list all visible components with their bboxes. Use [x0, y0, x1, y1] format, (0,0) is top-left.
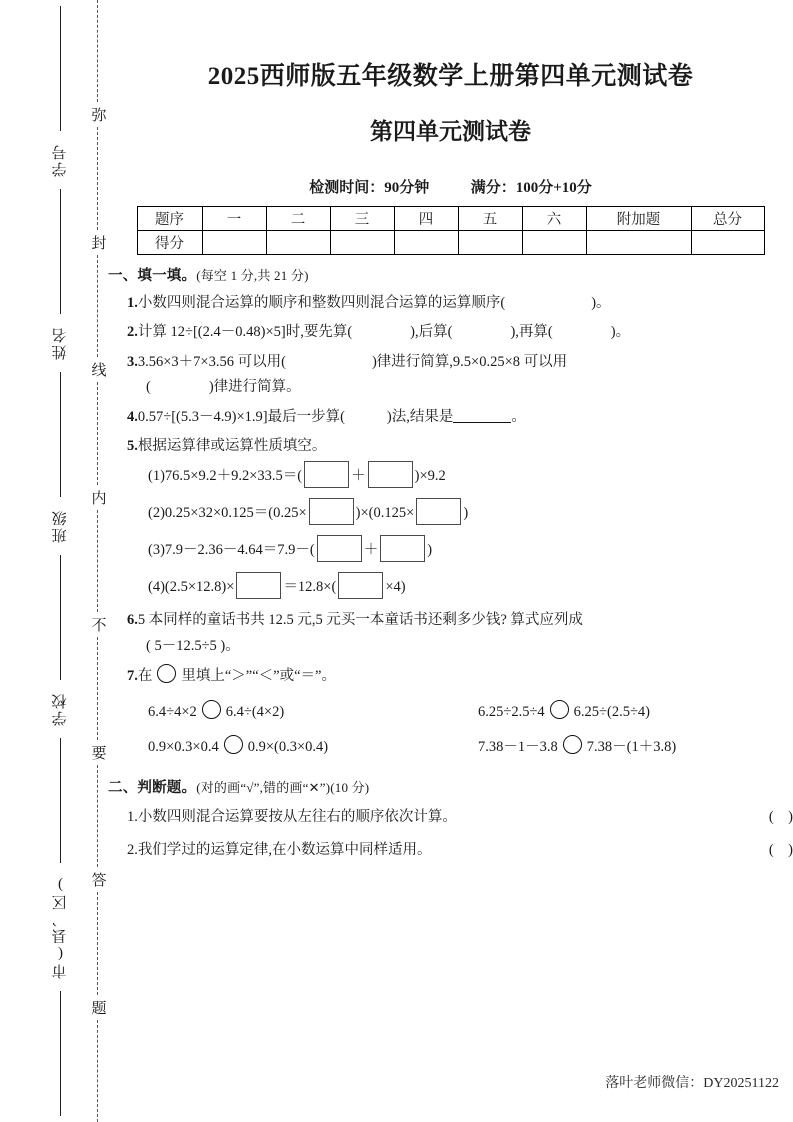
question-2-text-d: )。 — [610, 324, 631, 341]
answer-box[interactable] — [338, 572, 383, 599]
seal-rule — [61, 6, 62, 131]
comparison-right: 6.25÷(2.5÷4) — [573, 703, 650, 720]
seal-field-city: 市(县、区) — [52, 875, 69, 979]
score-cell-total[interactable] — [691, 230, 764, 254]
question-1-number: 1. — [127, 294, 138, 311]
item-mid: )×(0.125× — [355, 504, 415, 521]
section-1-heading — [108, 264, 793, 285]
tf-item-1-text: 小数四则混合运算要按从左往右的顺序依次计算。 — [137, 808, 457, 825]
question-2-text-c: ),再算( — [510, 324, 553, 341]
true-false-item-1 — [108, 804, 793, 830]
question-7-text-a: 在 — [137, 668, 153, 685]
score-col-1: 一 — [202, 206, 266, 230]
question-6 — [108, 609, 793, 632]
seal-field-student-id: 学号 — [52, 143, 69, 177]
seal-warning-char: 线 — [89, 362, 106, 378]
section-2-heading — [108, 776, 793, 797]
question-4 — [108, 406, 793, 429]
question-5-item-4 — [108, 572, 793, 603]
seal-warning-char: 不 — [89, 617, 106, 633]
page-title: 2025西师版五年级数学上册第四单元测试卷 — [207, 63, 694, 90]
score-col-2: 二 — [266, 206, 330, 230]
tf-item-1-number: 1. — [127, 808, 138, 825]
score-table-row-label: 得分 — [137, 230, 202, 254]
question-5-item-2 — [108, 498, 793, 529]
item-label: (3) — [148, 541, 165, 558]
comparison-row-1 — [108, 695, 793, 731]
comparison-answer-circle[interactable] — [563, 735, 582, 754]
item-pre: 0.25×32×0.125＝(0.25× — [164, 504, 307, 521]
comparison-answer-circle[interactable] — [202, 700, 221, 719]
tf-item-2-text: 我们学过的运算定律,在小数运算中同样适用。 — [137, 841, 432, 858]
tf-item-2-body — [127, 837, 769, 863]
answer-box[interactable] — [380, 535, 425, 562]
section-2-note: (对的画“√”,错的画“✕”)(10 分) — [196, 779, 370, 795]
seal-rule — [61, 189, 62, 314]
question-5 — [108, 435, 793, 458]
section-2-title: 二、判断题。 — [108, 779, 197, 796]
exam-sheet — [108, 0, 793, 1122]
question-3-line2-a: ( — [146, 379, 151, 396]
answer-box[interactable] — [416, 498, 461, 525]
page-subtitle: 第四单元测试卷 — [370, 119, 531, 144]
score-cell-4[interactable] — [394, 230, 458, 254]
question-3-number: 3. — [127, 353, 138, 370]
question-3-line2 — [108, 376, 793, 399]
question-7-number: 7. — [127, 668, 138, 685]
answer-box[interactable] — [309, 498, 354, 525]
score-col-total: 总分 — [691, 206, 764, 230]
seal-rule — [61, 372, 62, 497]
tf-item-1-body — [127, 804, 769, 830]
question-4-number: 4. — [127, 408, 138, 425]
seal-dash — [97, 637, 98, 739]
seal-field-class: 班级 — [52, 509, 69, 543]
score-cell-5[interactable] — [458, 230, 522, 254]
answer-box[interactable] — [236, 572, 281, 599]
question-2-number: 2. — [127, 324, 138, 341]
score-col-3: 三 — [330, 206, 394, 230]
question-4-text-b: )法,结果是 — [386, 408, 454, 425]
table-row — [137, 230, 764, 254]
score-cell-3[interactable] — [330, 230, 394, 254]
score-col-5: 五 — [458, 206, 522, 230]
item-pre: 76.5×9.2＋9.2×33.5＝( — [164, 467, 303, 484]
section-1-note: (每空 1 分,共 21 分) — [196, 267, 309, 283]
item-mid: ＝12.8×( — [283, 579, 337, 596]
seal-rule — [61, 555, 62, 680]
seal-rule — [61, 991, 62, 1116]
score-col-bonus: 附加题 — [586, 206, 691, 230]
question-1-text-end: )。 — [591, 294, 611, 311]
seal-dash — [97, 0, 98, 102]
tf-item-1-answer[interactable]: ( ) — [768, 808, 793, 825]
comparison-right: 7.38－(1＋3.8) — [586, 739, 677, 756]
question-2-text-a: 计算 12÷[(2.4－0.48)×5]时,要先算( — [137, 324, 353, 341]
comparison-pair-2 — [478, 695, 778, 731]
question-5-text: 根据运算律或运算性质填空。 — [137, 438, 327, 455]
footer-watermark: 落叶老师微信：DY20251122 — [605, 1076, 779, 1091]
question-3-line2-b: )律进行简算。 — [208, 379, 301, 396]
question-5-number: 5. — [127, 438, 138, 455]
question-4-text-c: 。 — [511, 408, 526, 425]
item-mid: ＋ — [363, 541, 379, 558]
question-4-text-a: 0.57÷[(5.3－4.9)×1.9]最后一步算( — [137, 408, 345, 425]
item-post: ) — [463, 504, 469, 521]
question-7 — [108, 664, 793, 688]
answer-box[interactable] — [317, 535, 362, 562]
seal-warning-char: 弥 — [89, 107, 106, 123]
question-1 — [108, 292, 793, 315]
item-pre: (2.5×12.8)× — [164, 579, 235, 596]
comparison-left: 6.25÷2.5÷4 — [478, 703, 545, 720]
comparison-circle-icon — [157, 664, 176, 683]
item-post: ×4) — [385, 579, 406, 596]
seal-warning-char: 要 — [89, 744, 106, 760]
true-false-item-2 — [108, 837, 793, 863]
question-7-text-b: 里填上“＞”“＜”或“＝”。 — [181, 668, 336, 685]
seal-dash — [97, 892, 98, 994]
score-table-row-label: 题序 — [137, 206, 202, 230]
seal-dash — [97, 1020, 98, 1122]
comparison-left: 7.38－1－3.8 — [478, 739, 558, 756]
section-1-title: 一、填一填。 — [108, 267, 197, 284]
question-3-text-a: 3.56×3＋7×3.56 可以用( — [137, 353, 286, 370]
comparison-answer-circle[interactable] — [550, 700, 569, 719]
question-body — [108, 264, 793, 863]
seal-student-fields — [44, 0, 78, 1122]
seal-warning-char: 内 — [89, 489, 106, 505]
question-3-text-b: )律进行简算,9.5×0.25×8 可以用 — [371, 353, 568, 370]
question-6-answer: ( 5－12.5÷5 )。 — [146, 637, 240, 654]
comparison-pair-3 — [148, 730, 478, 766]
item-label: (1) — [148, 467, 165, 484]
answer-underline[interactable] — [453, 408, 511, 423]
score-cell-6[interactable] — [522, 230, 586, 254]
table-row-header — [137, 206, 764, 230]
seal-dash — [97, 255, 98, 357]
answer-box[interactable] — [304, 461, 349, 488]
question-6-line2 — [108, 635, 793, 658]
question-6-text: 5 本同样的童话书共 12.5 元,5 元买一本童话书还剩多少钱? 算式应列成 — [137, 612, 583, 629]
question-5-item-3 — [108, 535, 793, 566]
comparison-left: 0.9×0.3×0.4 — [148, 739, 219, 756]
seal-dash — [97, 127, 98, 229]
tf-item-2-number: 2. — [127, 841, 138, 858]
seal-strip — [0, 0, 108, 1122]
item-post: )×9.2 — [414, 467, 446, 484]
score-cell-2[interactable] — [266, 230, 330, 254]
score-cell-1[interactable] — [202, 230, 266, 254]
question-5-item-1 — [108, 461, 793, 492]
seal-field-name: 姓名 — [52, 326, 69, 360]
seal-dash — [97, 382, 98, 484]
comparison-right: 0.9×(0.3×0.4) — [247, 739, 329, 756]
answer-box[interactable] — [368, 461, 413, 488]
item-label: (2) — [148, 504, 165, 521]
item-label: (4) — [148, 579, 165, 596]
score-table — [137, 206, 765, 255]
seal-warning-char: 答 — [89, 872, 106, 888]
comparison-pair-4 — [478, 730, 778, 766]
item-mid: ＋ — [351, 467, 366, 484]
question-3 — [108, 351, 793, 374]
seal-field-school: 学校 — [52, 692, 69, 726]
tf-item-2-answer[interactable]: ( ) — [768, 841, 793, 858]
comparison-right: 6.4÷(4×2) — [225, 703, 285, 720]
seal-warning-char: 题 — [89, 999, 106, 1015]
comparison-answer-circle[interactable] — [224, 735, 243, 754]
score-col-6: 六 — [522, 206, 586, 230]
seal-warning-char: 封 — [89, 234, 106, 250]
comparison-left: 6.4÷4×2 — [148, 703, 197, 720]
seal-dash — [97, 510, 98, 612]
item-pre: 7.9－2.36－4.64＝7.9－( — [164, 541, 315, 558]
exam-meta — [108, 176, 793, 197]
question-1-text: 小数四则混合运算的顺序和整数四则混合运算的运算顺序( — [137, 294, 506, 311]
seal-dash — [97, 765, 98, 867]
item-post: ) — [427, 541, 433, 558]
comparison-row-2 — [108, 730, 793, 766]
score-cell-bonus[interactable] — [586, 230, 691, 254]
exam-time-label: 检测时间：90分钟 — [309, 179, 430, 196]
seal-rule — [61, 738, 62, 863]
exam-total-score-label: 满分：100分+10分 — [470, 179, 592, 196]
question-6-number: 6. — [127, 612, 138, 629]
question-2-text-b: ),后算( — [410, 324, 453, 341]
question-2 — [108, 321, 793, 344]
comparison-pair-1 — [148, 695, 478, 731]
score-col-4: 四 — [394, 206, 458, 230]
